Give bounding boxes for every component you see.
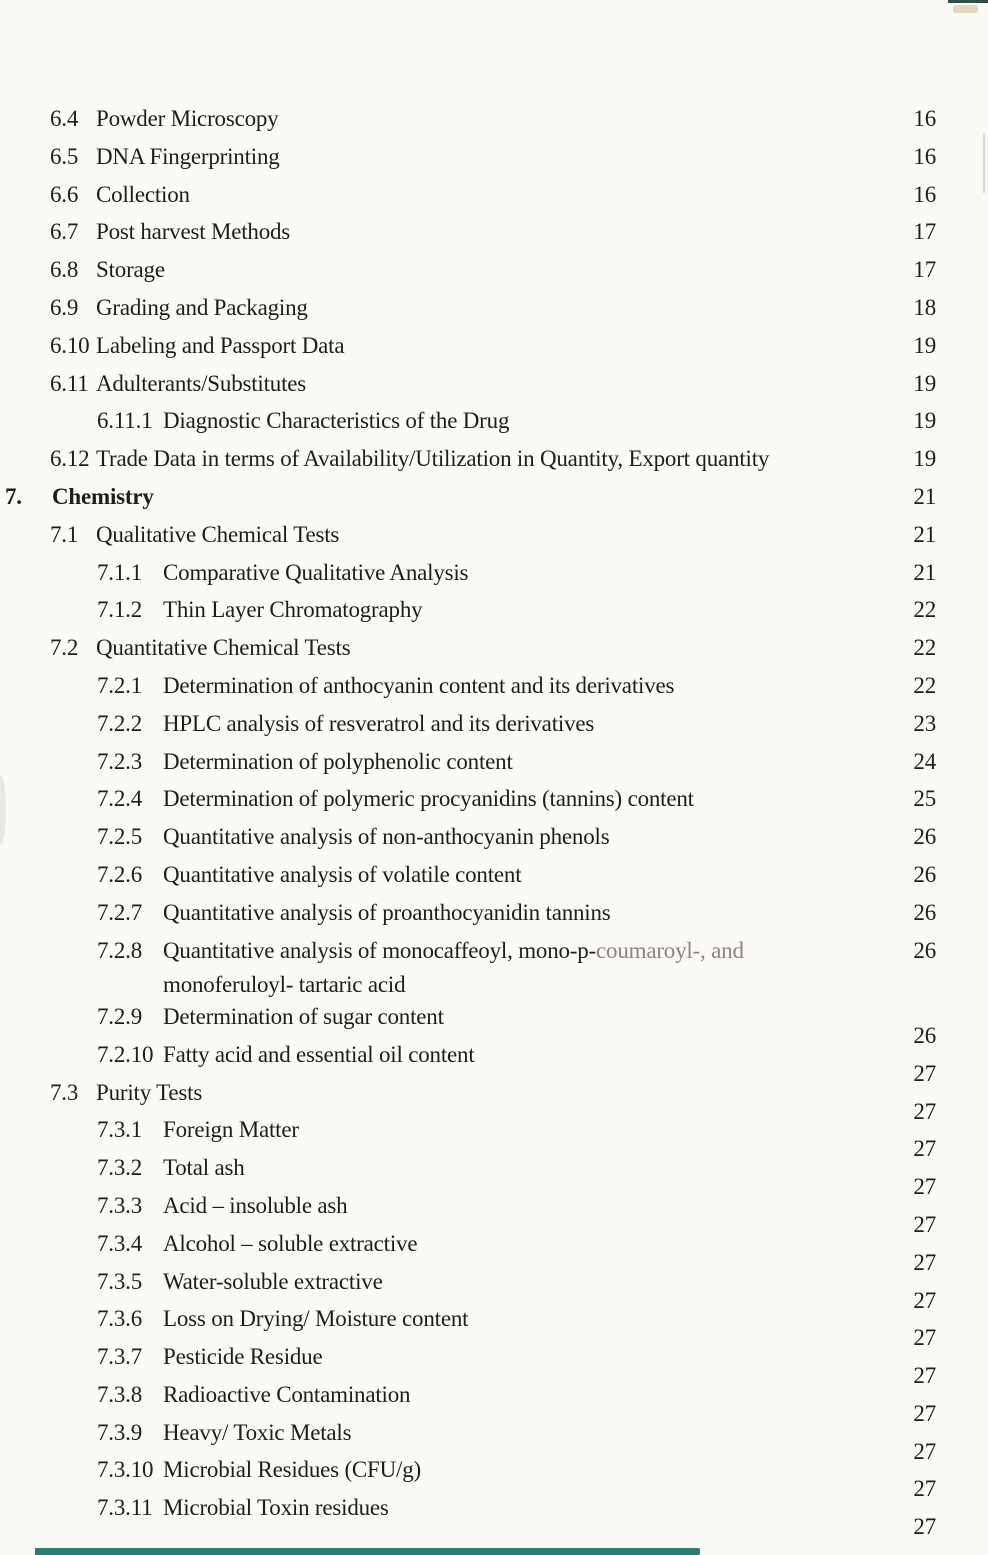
toc-entry-page-number: 24 xyxy=(913,748,936,774)
toc-entry-title: Post harvest Methods xyxy=(96,219,291,245)
toc-entry xyxy=(0,367,988,405)
toc-entry-number: 7.3.8 xyxy=(97,1381,143,1407)
toc-entry-page-number: 26 xyxy=(913,861,936,887)
toc-entry xyxy=(0,140,988,178)
toc-entry-title: Quantitative analysis of non-anthocyanin phenols xyxy=(163,824,610,850)
toc-entry xyxy=(0,1151,988,1200)
toc-entry-number: 7.2 xyxy=(50,635,79,661)
toc-entry-title-line2: monoferuloyl- tartaric acid xyxy=(163,971,406,997)
toc-entry xyxy=(0,102,988,140)
toc-entry-page-number: 27 xyxy=(913,1363,936,1389)
toc-entry-title: Grading and Packaging xyxy=(96,294,308,320)
toc-entry-number: 7.2.5 xyxy=(97,824,143,850)
toc-entry-page-number: 19 xyxy=(913,332,936,358)
toc-entry-page-number: 21 xyxy=(913,559,936,585)
toc-entry-page-number: 27 xyxy=(913,1438,936,1464)
toc-entry-number: 7.2.3 xyxy=(97,748,143,774)
toc-entry-title: Quantitative analysis of proanthocyanidin tannins xyxy=(163,899,611,925)
toc-entry-number: 7.3.10 xyxy=(97,1457,154,1483)
toc-entry xyxy=(0,593,988,631)
toc-entry xyxy=(0,291,988,329)
toc-entry-title: Microbial Residues (CFU/g) xyxy=(163,1457,421,1483)
toc-entry-page-number: 27 xyxy=(913,1514,936,1540)
toc-entry-number: 6.6 xyxy=(50,181,79,207)
toc-entry xyxy=(0,518,988,556)
toc-entry xyxy=(0,215,988,253)
toc-entry-number: 6.5 xyxy=(50,143,79,169)
toc-entry-number: 7.3.11 xyxy=(97,1495,153,1521)
toc-entry-page-number: 17 xyxy=(913,257,936,283)
toc-entry-title: Purity Tests xyxy=(96,1079,203,1105)
scan-corner-smudge xyxy=(953,5,978,13)
toc-entry-page-number: 27 xyxy=(913,1098,936,1124)
toc-entry xyxy=(0,669,988,707)
toc-entry-page-number: 22 xyxy=(913,672,936,698)
toc-entry-page-number: 19 xyxy=(913,370,936,396)
toc-entry-page-number: 19 xyxy=(913,408,936,434)
toc-entry-page-number: 23 xyxy=(913,710,936,736)
toc-entry-number: 6.9 xyxy=(50,294,79,320)
toc-entry xyxy=(0,896,988,934)
toc-entry-title: Quantitative analysis of monocaffeoyl, mono-p-coumaroyl-, and monoferuloyl- tartaric acid xyxy=(163,934,744,1001)
toc-entry xyxy=(0,1189,988,1237)
toc-entry xyxy=(0,1000,988,1048)
toc-entry-number: 7.3.7 xyxy=(97,1344,143,1370)
toc-entry-title: Determination of polymeric procyanidins (tannins) content xyxy=(163,786,694,812)
toc-entry-page-number: 27 xyxy=(913,1060,936,1086)
toc-entry-title: Diagnostic Characteristics of the Drug xyxy=(163,408,510,434)
toc-entry-title: Acid – insoluble ash xyxy=(163,1192,348,1218)
toc-entry xyxy=(0,329,988,367)
toc-entry-title: Determination of sugar content xyxy=(163,1003,444,1029)
toc-entry-title: Quantitative Chemical Tests xyxy=(96,635,351,661)
toc-entry-number: 6.12 xyxy=(50,446,90,472)
toc-entry xyxy=(0,934,988,1000)
toc-entry xyxy=(0,1227,988,1275)
toc-entry-page-number: 25 xyxy=(913,786,936,812)
toc-entry-number: 7.2.1 xyxy=(97,672,143,698)
toc-entry xyxy=(0,404,988,442)
toc-entry-page-number: 27 xyxy=(913,1287,936,1313)
toc-entry-title: Determination of anthocyanin content and its derivatives xyxy=(163,672,675,698)
toc-entry-page-number: 26 xyxy=(913,899,936,925)
toc-entry-page-number: 27 xyxy=(913,1174,936,1200)
toc-entry-page-number: 27 xyxy=(913,1249,936,1275)
toc-entry xyxy=(0,820,988,858)
toc-entry-title: Adulterants/Substitutes xyxy=(96,370,307,396)
toc-entry-title: Labeling and Passport Data xyxy=(96,332,345,358)
toc-entry-page-number: 17 xyxy=(913,219,936,245)
toc-entry-number: 7.1 xyxy=(50,521,79,547)
toc-entry xyxy=(0,1416,988,1464)
toc-entry-title: Comparative Qualitative Analysis xyxy=(163,559,469,585)
toc-entry-page-number: 27 xyxy=(913,1136,936,1162)
toc-entry-title: Quantitative analysis of volatile content xyxy=(163,861,522,887)
toc-entry xyxy=(0,631,988,669)
toc-entry-number: 7.2.6 xyxy=(97,861,143,887)
toc-entry-title: Thin Layer Chromatography xyxy=(163,597,423,623)
toc-entry xyxy=(0,178,988,216)
toc-entry-title-faded-text: coumaroyl-, and xyxy=(596,937,744,963)
toc-entry xyxy=(0,556,988,594)
toc-entry xyxy=(0,1113,988,1162)
toc-entry-number: 7.3.2 xyxy=(97,1155,143,1181)
toc-entry xyxy=(0,1378,988,1426)
toc-entry xyxy=(0,442,988,480)
toc-entry xyxy=(0,1453,988,1502)
toc-entry-number: 7.2.2 xyxy=(97,710,143,736)
toc-entry-number: 7.1.1 xyxy=(97,559,143,585)
toc-entry-page-number: 22 xyxy=(913,635,936,661)
toc-entry-number: 6.7 xyxy=(50,219,79,245)
toc-entry-page-number: 16 xyxy=(913,143,936,169)
toc-entry-page-number: 18 xyxy=(913,294,936,320)
toc-entry-page-number: 22 xyxy=(913,597,936,623)
toc-entry-title: Collection xyxy=(96,181,190,207)
toc-entry xyxy=(0,1265,988,1313)
toc-entry-number: 7.3.6 xyxy=(97,1306,143,1332)
toc-entry xyxy=(0,707,988,745)
toc-entry-page-number: 26 xyxy=(913,824,936,850)
toc-entry xyxy=(0,1302,988,1351)
toc-entry-number: 6.10 xyxy=(50,332,90,358)
toc-entry-title: Fatty acid and essential oil content xyxy=(163,1041,475,1067)
bottom-teal-bar xyxy=(35,1548,700,1555)
toc-entry xyxy=(0,1491,988,1540)
toc-entry-number: 7. xyxy=(5,483,22,509)
toc-entry-number: 7.2.7 xyxy=(97,899,143,925)
toc-entry-page-number: 16 xyxy=(913,106,936,131)
toc-entry-number: 7.3.9 xyxy=(97,1419,143,1445)
toc-entry-title: Trade Data in terms of Availability/Utilization in Quantity, Export quantity xyxy=(96,446,770,472)
toc-entry-number: 6.11 xyxy=(50,370,89,396)
toc-entry-title: Alcohol – soluble extractive xyxy=(163,1230,418,1256)
toc-entry-number: 7.3.5 xyxy=(97,1268,143,1294)
toc-entry xyxy=(0,1038,988,1086)
toc-entry-number: 7.2.10 xyxy=(97,1041,154,1067)
toc-entry-number: 7.3.4 xyxy=(97,1230,143,1256)
toc-entry xyxy=(0,1076,988,1124)
toc-entry-number: 7.1.2 xyxy=(97,597,143,623)
toc-entry-title: Qualitative Chemical Tests xyxy=(96,521,340,547)
toc-entry-number: 7.2.9 xyxy=(97,1003,143,1029)
toc-entry-page-number: 21 xyxy=(913,521,936,547)
toc-entry-number: 7.3 xyxy=(50,1079,79,1105)
toc-entry xyxy=(0,480,988,518)
toc-entry-number: 7.2.4 xyxy=(97,786,143,812)
toc-entry-number: 6.8 xyxy=(50,257,79,283)
toc-entry xyxy=(0,253,988,291)
toc-entry-page-number: 16 xyxy=(913,181,936,207)
toc-entry-page-number: 27 xyxy=(913,1325,936,1351)
toc-entry-title: Heavy/ Toxic Metals xyxy=(163,1419,352,1445)
toc-entry xyxy=(0,782,988,820)
toc-entry-title: DNA Fingerprinting xyxy=(96,143,280,169)
toc-entry-number: 7.3.1 xyxy=(97,1117,143,1143)
scan-top-edge-strip xyxy=(948,0,988,3)
toc-entry-page-number: 27 xyxy=(913,1211,936,1237)
toc-entry-title: HPLC analysis of resveratrol and its derivatives xyxy=(163,710,595,736)
toc-entry-title: Powder Microscopy xyxy=(96,106,279,131)
toc-entry-page-number: 27 xyxy=(913,1476,936,1502)
toc-entry-page-number: 27 xyxy=(913,1400,936,1426)
toc-entry-page-number: 21 xyxy=(913,483,936,509)
toc-entry-title: Water-soluble extractive xyxy=(163,1268,383,1294)
toc-entry-title: Total ash xyxy=(163,1155,245,1181)
toc-entry-page-number: 19 xyxy=(913,446,936,472)
toc-entry-title: Foreign Matter xyxy=(163,1117,299,1143)
toc-entry xyxy=(0,1340,988,1389)
toc-entry-title: Microbial Toxin residues xyxy=(163,1495,389,1521)
toc-entry-number: 6.4 xyxy=(50,106,79,131)
toc-entry-page-number: 26 xyxy=(913,1022,936,1048)
toc-entry-number: 6.11.1 xyxy=(97,408,153,434)
toc-entry-title: Radioactive Contamination xyxy=(163,1381,411,1407)
toc-entry xyxy=(0,745,988,783)
toc-entry-number: 7.2.8 xyxy=(97,937,143,963)
toc-entry-title: Pesticide Residue xyxy=(163,1344,323,1370)
toc-entry xyxy=(0,858,988,896)
toc-entry-title: Determination of polyphenolic content xyxy=(163,748,513,774)
toc-entry-title: Loss on Drying/ Moisture content xyxy=(163,1306,469,1332)
toc-entry-number: 7.3.3 xyxy=(97,1192,143,1218)
toc-entry-page-number: 26 xyxy=(913,937,936,963)
toc-entry-title: Chemistry xyxy=(52,483,154,509)
toc-entry-title: Storage xyxy=(96,257,165,283)
